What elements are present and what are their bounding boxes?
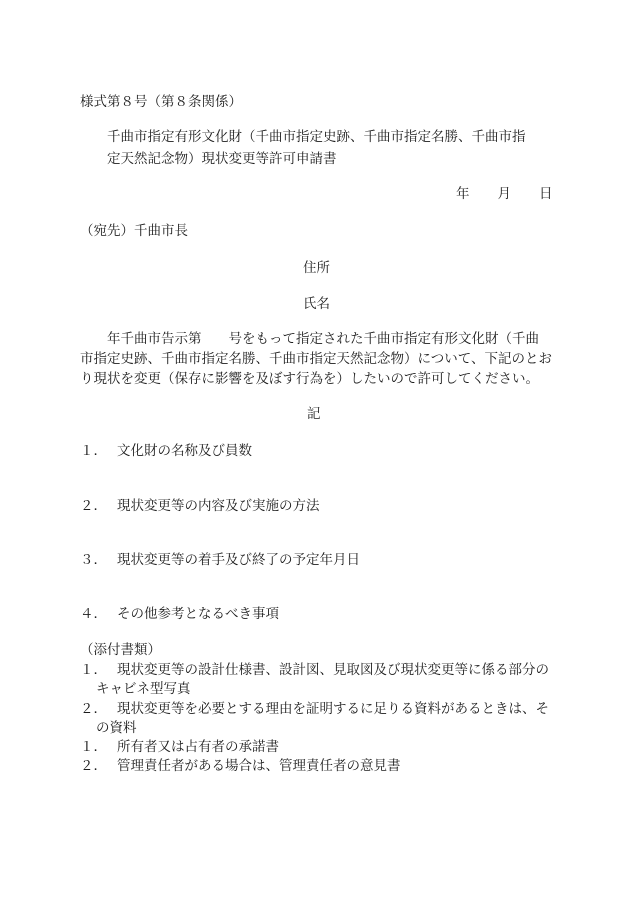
date-line bbox=[456, 184, 553, 204]
attachments-heading: （添付書類） bbox=[80, 642, 161, 658]
item-text: 現状変更等の内容及び実施の方法 bbox=[117, 498, 320, 514]
attachment-text: 現状変更等を必要とする理由を証明するに足りる資料があるときは、そ bbox=[117, 701, 549, 717]
date-year: 年 bbox=[456, 186, 470, 202]
item-1 bbox=[80, 441, 252, 461]
request-body bbox=[80, 329, 560, 389]
attachment-number: ２． bbox=[80, 701, 107, 717]
attachment-2-continuation: の資料 bbox=[96, 720, 137, 736]
name-label: 氏名 bbox=[303, 296, 330, 312]
document-title-line-2: 定天然記念物）現状変更等許可申請書 bbox=[107, 151, 337, 167]
date-month: 月 bbox=[497, 186, 511, 202]
body-line: 市指定史跡、千曲市指定名勝、千曲市指定天然記念物）について、下記のとお bbox=[80, 351, 552, 367]
item-text: 現状変更等の着手及び終了の予定年月日 bbox=[117, 552, 360, 568]
ki-heading: 記 bbox=[307, 406, 321, 422]
attachment-number: ２． bbox=[80, 758, 107, 774]
attachment-3 bbox=[80, 737, 279, 757]
addressee: （宛先）千曲市長 bbox=[80, 223, 188, 239]
body-line: り現状を変更（保存に影響を及ぼす行為を）したいので許可してください。 bbox=[80, 371, 539, 387]
document-title-line-1: 千曲市指定有形文化財（千曲市指定史跡、千曲市指定名勝、千曲市指 bbox=[107, 129, 526, 145]
item-4 bbox=[80, 604, 279, 624]
address-label: 住所 bbox=[303, 260, 330, 276]
item-number: ３． bbox=[80, 552, 107, 568]
item-number: ４． bbox=[80, 606, 107, 622]
date-day: 日 bbox=[539, 186, 553, 202]
item-number: １． bbox=[80, 443, 107, 459]
attachment-number: １． bbox=[80, 739, 107, 755]
form-number: 様式第８号（第８条関係） bbox=[80, 94, 242, 110]
item-3 bbox=[80, 550, 360, 570]
attachment-1 bbox=[80, 660, 549, 680]
attachment-text: 所有者又は占有者の承諾書 bbox=[117, 739, 279, 755]
attachment-2 bbox=[80, 699, 549, 719]
attachment-text: 管理責任者がある場合は、管理責任者の意見書 bbox=[117, 758, 401, 774]
attachment-4 bbox=[80, 756, 401, 776]
body-line: 年千曲市告示第 号をもって指定された千曲市指定有形文化財（千曲 bbox=[80, 331, 539, 347]
attachment-text: 現状変更等の設計仕様書、設計図、見取図及び現状変更等に係る部分の bbox=[117, 662, 549, 678]
attachment-number: １． bbox=[80, 662, 107, 678]
item-2 bbox=[80, 496, 320, 516]
item-number: ２． bbox=[80, 498, 107, 514]
item-text: 文化財の名称及び員数 bbox=[117, 443, 252, 459]
attachment-1-continuation: キャビネ型写真 bbox=[96, 681, 191, 697]
item-text: その他参考となるべき事項 bbox=[117, 606, 279, 622]
